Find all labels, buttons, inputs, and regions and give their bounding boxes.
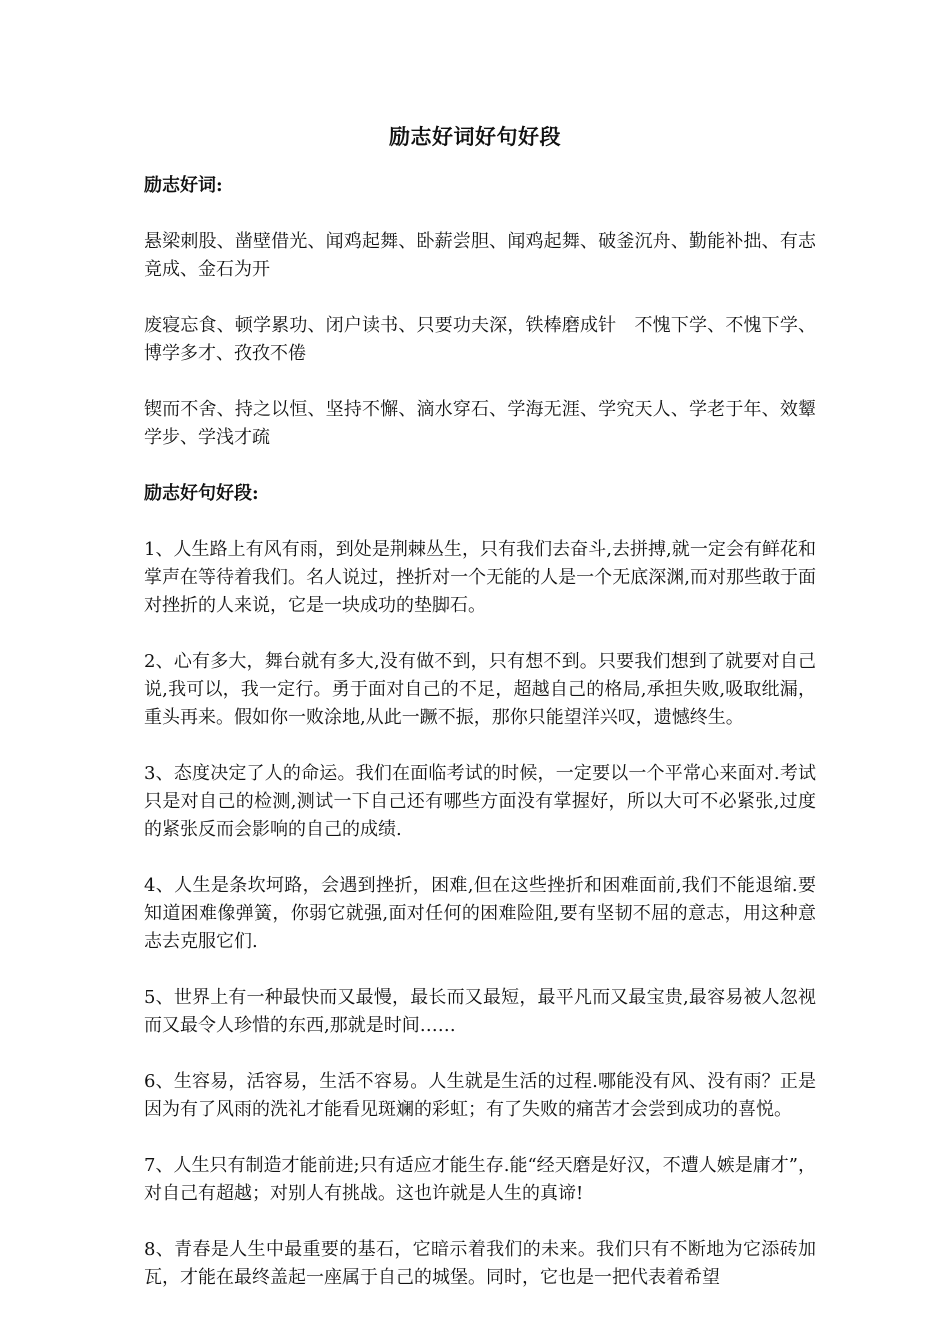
spacer bbox=[144, 732, 816, 760]
words-paragraph-2: 废寝忘食、顿学累功、闭户读书、只要功夫深，铁棒磨成针 不愧下学、不愧下学、博学多才、孜孜不倦 bbox=[144, 315, 816, 364]
words-paragraph-3: 锲而不舍、持之以恒、坚持不懈、滴水穿石、学海无涯、学究天人、学老于年、效颦学步、学浅才疏 bbox=[144, 399, 816, 448]
passage-3: 3、态度决定了人的命运。我们在面临考试的时候，一定要以一个平常心来面对.考试只是对自己的检测,测试一下自己还有哪些方面没有掌握好，所以大可不必紧张,过度的紧张反而会影响的自己的成绩. bbox=[144, 763, 816, 840]
passages-heading: 励志好句好段: bbox=[144, 483, 259, 504]
spacer bbox=[144, 368, 816, 396]
passage-7: 7、人生只有制造才能前进;只有适应才能生存.能“经天磨是好汉，不遭人嫉是庸才”，对自己有超越；对别人有挑战。这也许就是人生的真谛! bbox=[144, 1155, 816, 1204]
document-title: 励志好词好句好段 bbox=[389, 124, 561, 149]
spacer bbox=[144, 508, 816, 536]
passage-4: 4、人生是条坎坷路，会遇到挫折，困难,但在这些挫折和困难面前,我们不能退缩.要知道困难像弹簧，你弱它就强,面对任何的困难险阻,要有坚韧不屈的意志，用这种意志去克服它们. bbox=[144, 875, 816, 952]
words-paragraph-1: 悬梁刺股、凿壁借光、闻鸡起舞、卧薪尝胆、闻鸡起舞、破釜沉舟、勤能补拙、有志竟成、金石为开 bbox=[144, 231, 816, 280]
words-heading: 励志好词: bbox=[144, 175, 223, 196]
spacer bbox=[144, 284, 816, 312]
spacer bbox=[144, 200, 816, 228]
passage-8: 8、青春是人生中最重要的基石，它暗示着我们的未来。我们只有不断地为它添砖加瓦，才能在最终盖起一座属于自己的城堡。同时，它也是一把代表着希望 bbox=[144, 1239, 816, 1288]
spacer bbox=[144, 956, 816, 984]
document-body bbox=[144, 172, 816, 1292]
spacer bbox=[144, 452, 816, 480]
passage-2: 2、心有多大，舞台就有多大,没有做不到，只有想不到。只要我们想到了就要对自己说,我可以，我一定行。勇于面对自己的不足，超越自己的格局,承担失败,吸取纰漏，重头再来。假如你一败涂地,从此一蹶不振，那你只能望洋兴叹，遗憾终生。 bbox=[144, 651, 816, 728]
spacer bbox=[144, 1124, 816, 1152]
spacer bbox=[144, 844, 816, 872]
passage-6: 6、生容易，活容易，生活不容易。人生就是生活的过程.哪能没有风、没有雨？正是因为有了风雨的洗礼才能看见斑斓的彩虹；有了失败的痛苦才会尝到成功的喜悦。 bbox=[144, 1071, 816, 1120]
spacer bbox=[144, 1208, 816, 1236]
passage-5: 5、世界上有一种最快而又最慢，最长而又最短，最平凡而又最宝贵,最容易被人忽视而又最令人珍惜的东西,那就是时间…… bbox=[144, 987, 816, 1036]
spacer bbox=[144, 1040, 816, 1068]
passage-1: 1、人生路上有风有雨，到处是荆棘丛生，只有我们去奋斗,去拼搏,就一定会有鲜花和掌声在等待着我们。名人说过，挫折对一个无能的人是一个无底深渊,而对那些敢于面对挫折的人来说，它是一块成功的垫脚石。 bbox=[144, 539, 816, 616]
spacer bbox=[144, 620, 816, 648]
